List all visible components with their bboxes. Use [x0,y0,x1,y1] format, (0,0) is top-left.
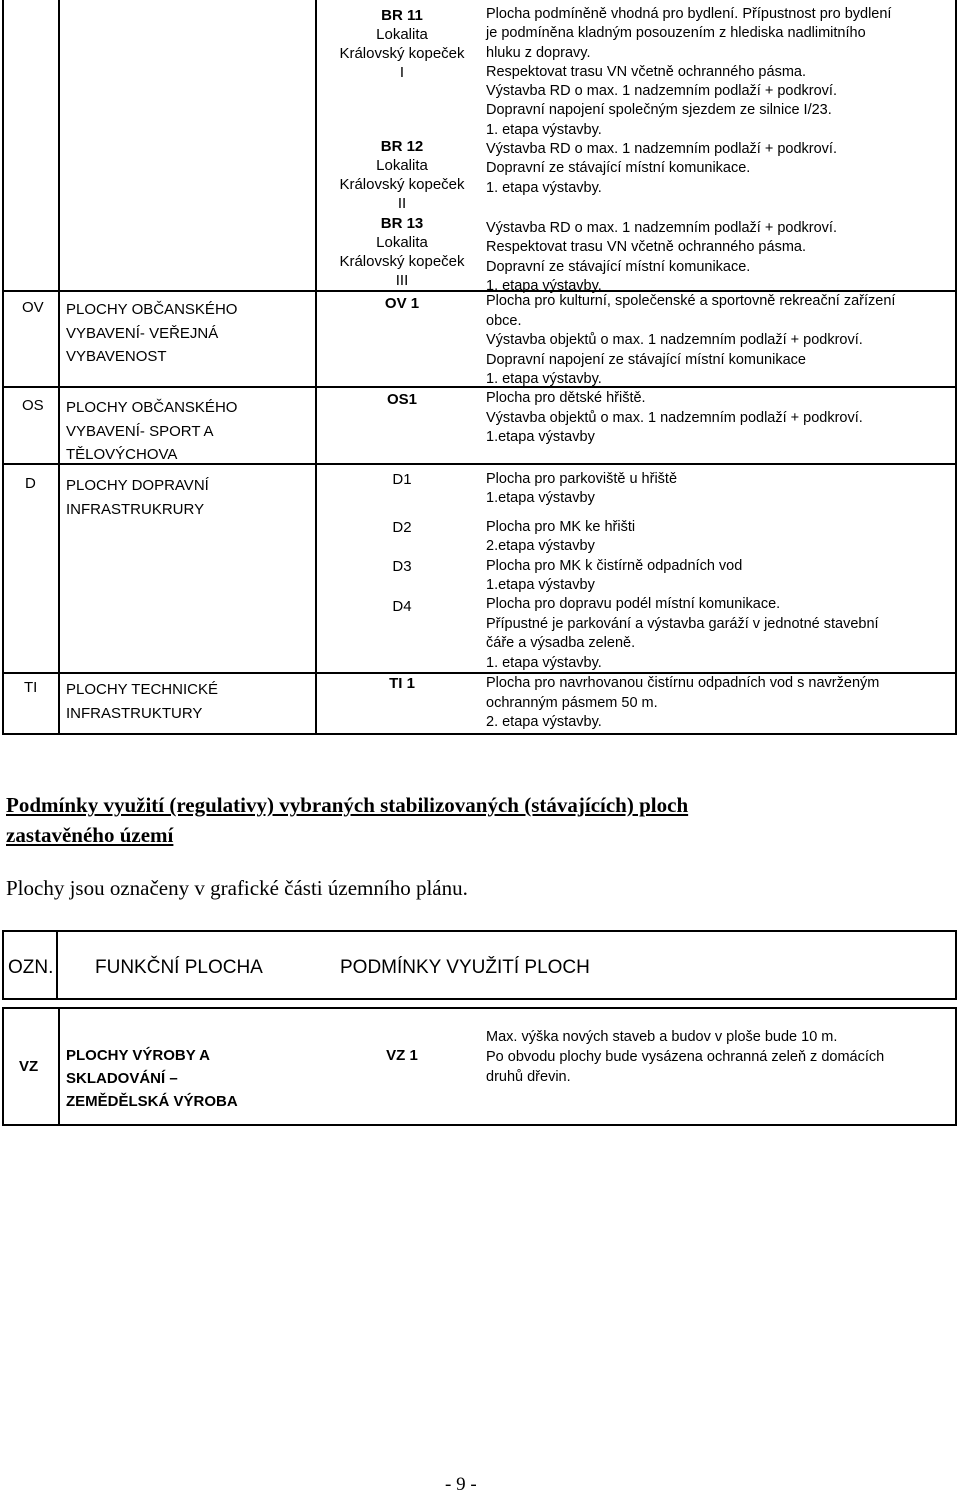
condition-line: hluku z dopravy. [486,44,591,61]
condition-line: obce. [486,312,522,329]
condition-line: Plocha pro parkoviště u hřiště [486,471,678,487]
code-d2: D2 [392,519,412,536]
condition-line: 1. etapa výstavby. [486,654,602,671]
condition-line: Výstavba RD o max. 1 nadzemním podlaží + podkroví. [486,219,837,236]
ozn-ov: OV [22,299,44,316]
table2-row-top [2,1007,957,1009]
code-line: II [397,195,407,212]
code-line: Královský kopeček [339,45,465,62]
condition-line: Dopravní napojení společným sjezdem ze silnice I/23. [486,102,832,119]
conditions-os [486,389,863,448]
condition-line: 1. etapa výstavby. [486,277,602,294]
condition-line: Plocha pro dětské hřiště. [486,390,646,406]
table1-border-bottom [2,733,957,735]
code-d3: D3 [392,558,412,575]
table2-border-top [2,930,957,932]
condition-line: Plocha pro MK k čistírně odpadních vod [486,557,743,574]
header-funkcni-plocha: FUNKČNÍ PLOCHA [95,957,263,978]
condition-line: Plocha pro MK ke hřišti [486,518,636,535]
condition-line: Výstavba RD o max. 1 nadzemním podlaží + podkroví. [486,83,837,100]
code-label: BR 12 [380,138,424,155]
table2-header-bottom [2,998,957,1000]
row-divider [2,463,957,465]
condition-line: druhů dřevin. [486,1069,571,1085]
table1-border-left [2,0,4,735]
table2-row-divider-1 [58,1007,60,1126]
table1-divider-1 [58,0,60,735]
area-name-ov [66,298,237,369]
code-line: Královský kopeček [339,253,465,270]
condition-line: Plocha pro navrhovanou čistírnu odpadních vod s navrženým [486,675,880,691]
area-name-line: TĚLOVÝCHOVA [66,446,178,463]
row-divider [2,386,957,388]
condition-line: 2. etapa výstavby. [486,714,602,730]
area-name-vz [66,1044,238,1113]
table1-border-right [955,0,957,735]
condition-line: 1.etapa výstavby [486,429,595,445]
area-name-line: PLOCHY TECHNICKÉ [66,681,218,698]
area-name-line: VYBAVENOST [66,348,167,365]
code-br12 [317,137,487,213]
area-name-os [66,396,237,467]
code-br13 [317,214,487,290]
condition-line: Výstavba RD o max. 1 nadzemním podlaží + podkroví. [486,141,837,158]
area-name-ti [66,678,218,725]
header-podminky: PODMÍNKY VYUŽITÍ PLOCH [340,957,590,978]
table2-header-divider [56,930,58,1000]
code-line: III [395,272,409,289]
area-name-line: PLOCHY DOPRAVNÍ [66,477,209,494]
area-name-line: INFRASTRUKTURY [66,704,203,722]
area-name-line: PLOCHY OBČANSKÉHO [66,301,238,318]
condition-line: Výstavba objektů o max. 1 nadzemním podlaží + podkroví. [486,332,863,349]
code-vz1: VZ 1 [386,1047,418,1064]
conditions-vz [486,1027,884,1087]
table2-border-left [2,930,4,1000]
code-br11 [317,6,487,82]
condition-line: Respektovat trasu VN včetně ochranného pásma. [486,63,806,80]
table1-divider-2 [315,0,317,735]
section-heading-line: Podmínky využití (regulativy) vybraných stabilizovaných (stávajících) ploch [6,793,689,817]
condition-line [486,198,891,219]
conditions-br [486,5,891,296]
condition-line: Po obvodu plochy bude vysázena ochranná zeleň z domácích [486,1049,885,1065]
condition-line: Dopravní ze stávající místní komunikace. [486,160,751,177]
area-name-line: PLOCHY OBČANSKÉHO [66,399,238,416]
area-name-line: VYBAVENÍ- VEŘEJNÁ [66,324,219,342]
code-line: I [399,64,405,81]
code-line: Lokalita [376,157,428,174]
spacer [486,509,879,518]
condition-line: Plocha pro dopravu podél místní komunikace. [486,596,781,613]
ozn-d: D [25,475,36,492]
conditions-ov [486,292,895,390]
condition-line: Plocha pro kulturní, společenské a sportovně rekreační zařízení [486,293,896,309]
table2-row-right [955,1007,957,1126]
page-number: - 9 - [445,1474,477,1495]
area-name-line: SKLADOVÁNÍ – [66,1070,178,1087]
table2-row-bottom [2,1124,957,1126]
area-name-line: PLOCHY VÝROBY A [66,1047,210,1064]
table2-border-right [955,930,957,1000]
section-intro: Plochy jsou označeny v grafické části územního plánu. [6,876,468,900]
code-label: BR 11 [381,7,423,24]
condition-line: Přípustné je parkování a výstavba garáží v jednotné stavební [486,615,879,632]
condition-line: Plocha podmíněně vhodná pro bydlení. Přípustnost pro bydlení [486,6,892,22]
area-name-line: INFRASTRUKRURY [66,500,205,518]
condition-line: 1.etapa výstavby [486,577,595,594]
condition-line: 1. etapa výstavby. [486,179,602,196]
condition-line: Dopravní ze stávající místní komunikace. [486,258,751,275]
condition-line: 1. etapa výstavby. [486,121,602,138]
condition-line: Dopravní napojení ze stávající místní komunikace [486,351,806,368]
code-line: Lokalita [376,26,428,43]
ozn-ti: TI [24,679,38,696]
ozn-vz: VZ [19,1058,39,1075]
section-heading [6,790,688,850]
condition-line: Respektovat trasu VN včetně ochranného pásma. [486,239,806,256]
code-d4: D4 [392,598,412,615]
area-name-d [66,474,209,521]
condition-line: 1. etapa výstavby. [486,371,602,388]
section-heading-line: zastavěného území [6,823,174,847]
code-ti1: TI 1 [389,675,415,692]
conditions-d [486,470,879,673]
condition-line: Max. výška nových staveb a budov v ploše bude 10 m. [486,1029,838,1045]
code-d1: D1 [392,471,412,488]
area-name-line: VYBAVENÍ- SPORT A [66,422,214,440]
condition-line: 1.etapa výstavby [486,490,595,507]
table2-row-left [2,1007,4,1126]
code-line: Královský kopeček [339,176,465,193]
code-line: Lokalita [376,234,428,251]
code-os1: OS1 [386,391,417,408]
code-label: BR 13 [380,215,424,232]
condition-line: Výstavba objektů o max. 1 nadzemním podlaží + podkroví. [486,409,863,426]
header-ozn: OZN. [8,957,54,978]
ozn-os: OS [22,397,44,414]
conditions-ti [486,674,879,733]
code-ov1: OV 1 [384,295,420,312]
condition-line: čáře a výsadba zeleně. [486,635,636,652]
area-name-line: ZEMĚDĚLSKÁ VÝROBA [66,1093,238,1110]
condition-line: je podmíněna kladným posouzením z hlediska nadlimitního [486,25,866,42]
condition-line: ochranným pásmem 50 m. [486,694,658,711]
condition-line: 2.etapa výstavby [486,538,595,555]
